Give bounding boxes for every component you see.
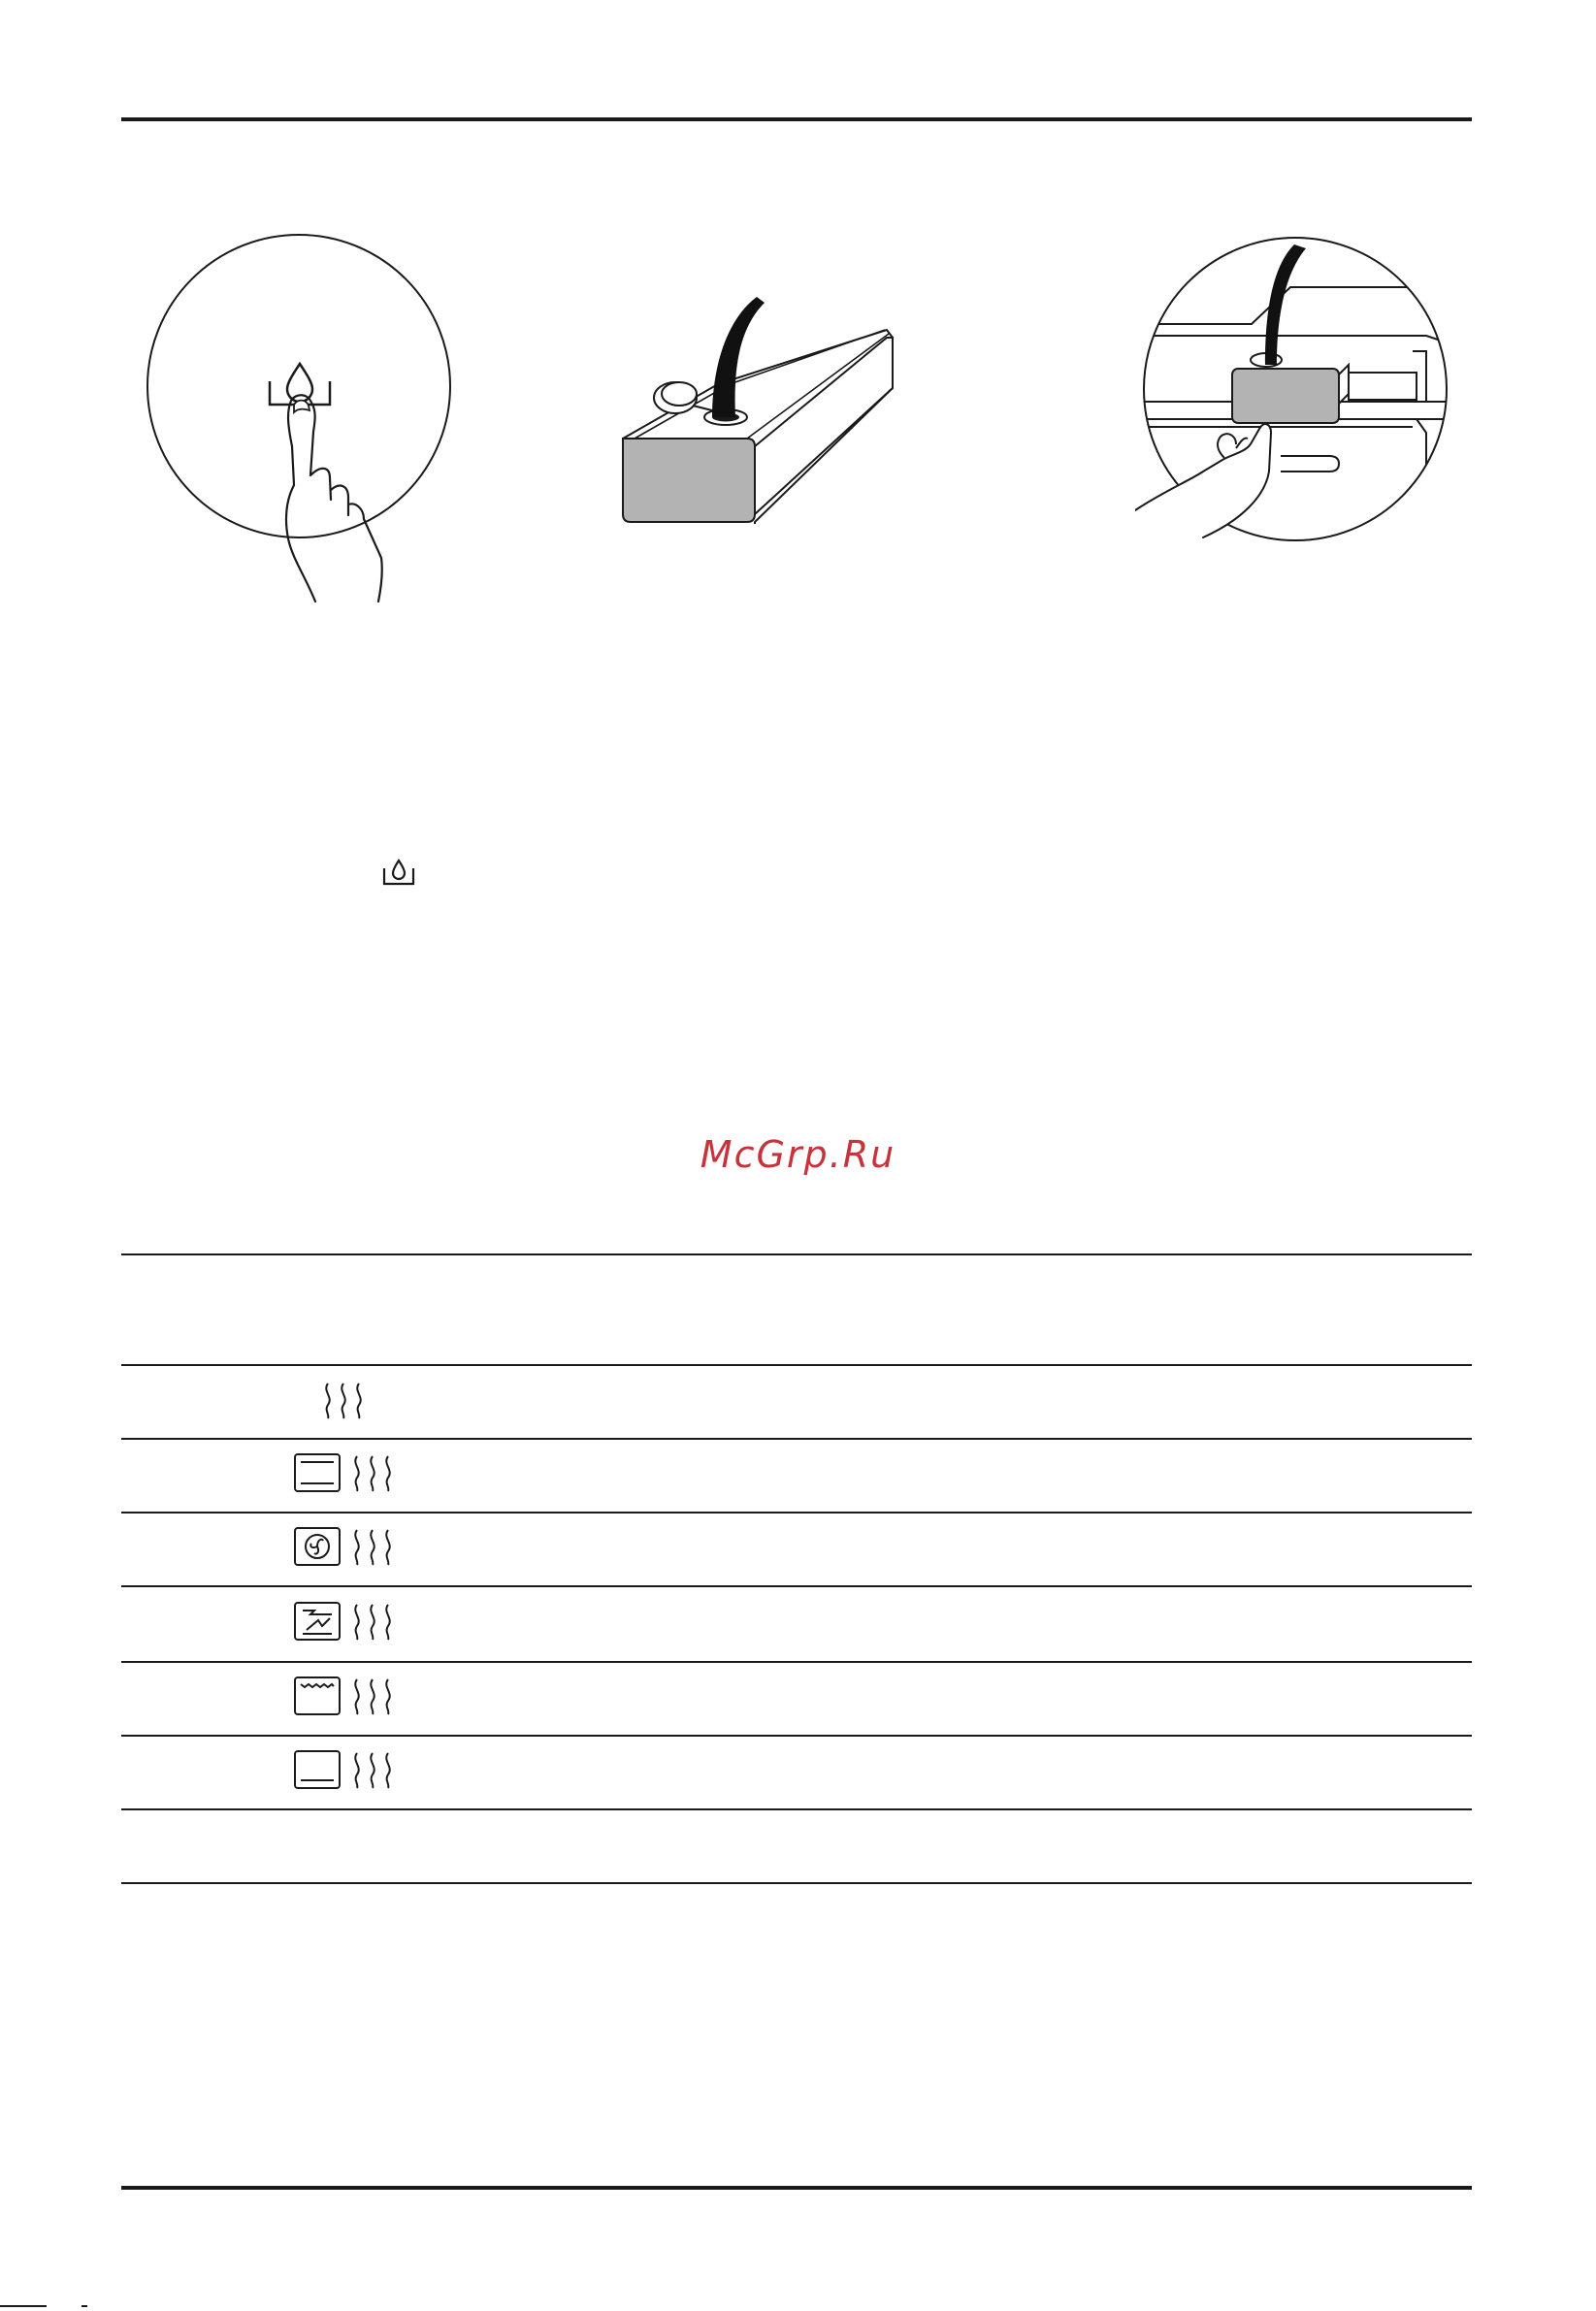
fan-grill-icon [295, 1603, 340, 1640]
fan-heat-steam-icons [293, 1526, 400, 1571]
table-row-rule [121, 1585, 1472, 1587]
table-header-rule [121, 1364, 1472, 1366]
top-rule [121, 117, 1472, 121]
watermark: McGrp.Ru [700, 1133, 896, 1176]
fan-heat-icon [295, 1528, 340, 1565]
table-row-rule [121, 1808, 1472, 1810]
grill-icon [295, 1677, 340, 1714]
table-row-rule [121, 1735, 1472, 1737]
table-row-rule [121, 1661, 1472, 1663]
water-tank-with-hose-illustration [611, 291, 902, 529]
water-tank-icon [270, 364, 330, 405]
steam-icon [355, 1753, 389, 1788]
table-row-rule [121, 1438, 1472, 1440]
steam-icon [355, 1605, 389, 1640]
table-bottom-rule [121, 1882, 1472, 1884]
bottom-rule [121, 2186, 1472, 2190]
steam-icon [355, 1679, 389, 1714]
top-bottom-heat-icon [295, 1454, 340, 1491]
steam-icon [355, 1530, 389, 1565]
steam-icon [355, 1456, 389, 1491]
grill-steam-icons [293, 1676, 400, 1720]
corner-mark [81, 2305, 87, 2307]
table-row-rule [121, 1512, 1472, 1514]
water-tank-icon [381, 859, 416, 888]
touch-water-tank-illustration [141, 228, 461, 606]
bottom-heat-icon [295, 1751, 340, 1788]
corner-mark [0, 2305, 47, 2307]
fan-grill-steam-icons [293, 1601, 400, 1645]
steam-icon [320, 1379, 369, 1423]
table-top-rule [121, 1253, 1472, 1255]
bottom-heat-steam-icons [293, 1749, 400, 1794]
remove-water-tank-illustration [1135, 229, 1455, 549]
top-bottom-heat-steam-icons [293, 1452, 400, 1497]
